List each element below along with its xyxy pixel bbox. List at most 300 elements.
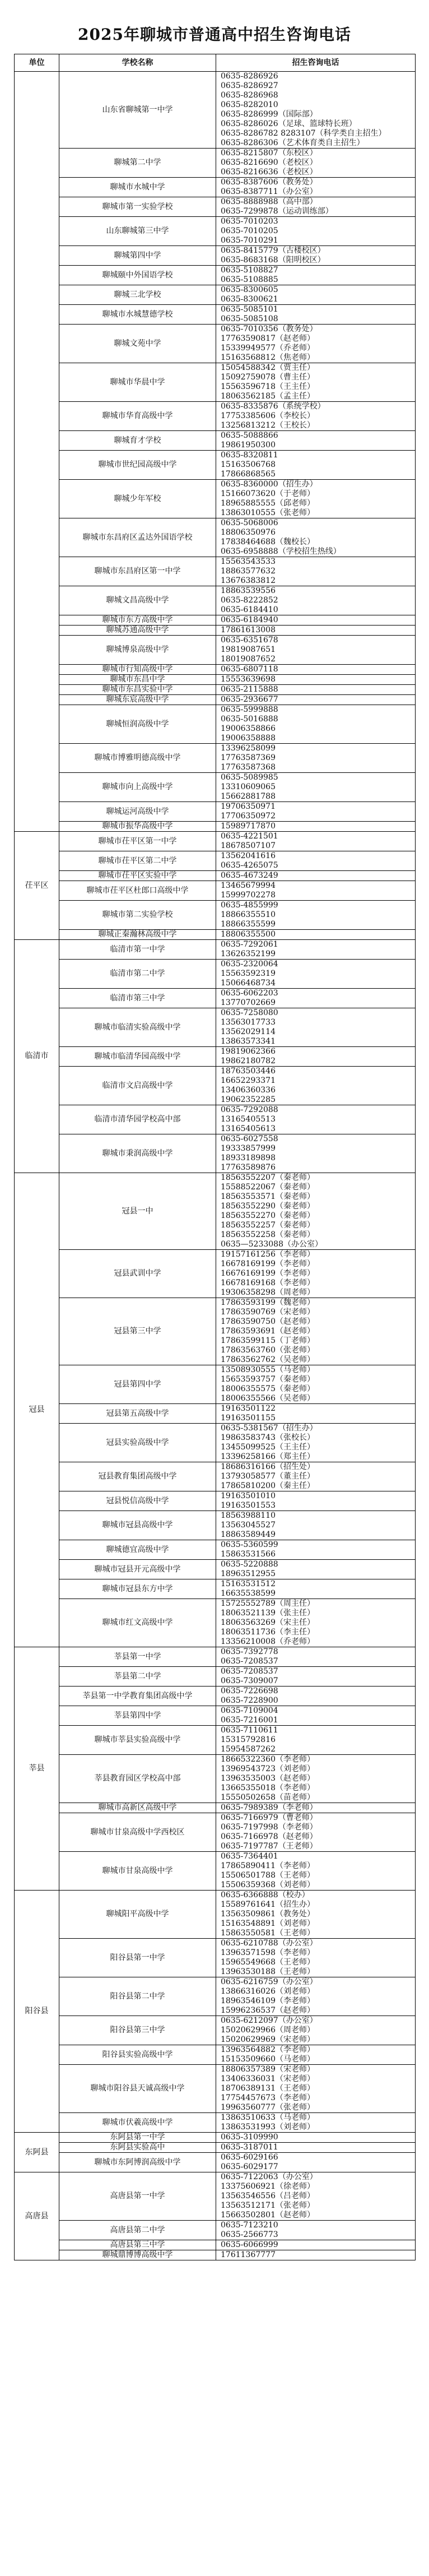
phone-number: 17861613008 [221, 626, 276, 634]
phone-cell [216, 960, 416, 989]
phone-number: 18563552257（秦老师） [221, 1221, 315, 1230]
table-row [15, 431, 416, 451]
school-name: 聊城正秦瀚林高级中学 [59, 930, 216, 940]
phone-number: 19163501010 [221, 1491, 276, 1500]
phone-number: 15954587262 [221, 1745, 276, 1754]
phone-number: 0635-7197787（王老师） [221, 1842, 318, 1851]
school-name: 聊城市博雅明德高级中学 [59, 744, 216, 773]
school-name: 莘县第四中学 [59, 1706, 216, 1726]
phone-number: 15163506768 [221, 460, 276, 469]
phone-number: 18863589449 [221, 1530, 276, 1539]
phone-number: 0635-6216759（办公室） [221, 1977, 318, 1986]
table-row [15, 1706, 416, 1726]
table-row [15, 1134, 416, 1173]
phone-number: 0635-6184940 [221, 615, 278, 624]
phone-number: 0635-5089985 [221, 773, 278, 782]
phone-cell [216, 480, 416, 518]
phone-number: 15153509660（马老师） [221, 2055, 315, 2064]
table-row [15, 1647, 416, 1667]
table-row [15, 1462, 416, 1491]
phone-cell [216, 930, 416, 940]
phone-number: 0635-7309007 [221, 1676, 278, 1685]
phone-cell [216, 901, 416, 930]
phone-number: 15663502801（赵老师） [221, 2211, 315, 2220]
table-row [15, 149, 416, 178]
phone-cell [216, 636, 416, 665]
phone-number: 13676383812 [221, 576, 276, 585]
phone-number: 13563017733 [221, 1018, 276, 1027]
phone-number: 18866355510 [221, 910, 276, 919]
school-name: 聊城鼎博博高级中学 [59, 2250, 216, 2260]
phone-number: 15020629969（宋老师） [221, 2035, 315, 2044]
phone-cell [216, 744, 416, 773]
phone-number: 0635-8286306（艺术体育类自主招生） [221, 138, 365, 147]
phone-number: 0635-8286926 [221, 72, 278, 81]
phone-number: 0635-6029177 [221, 2162, 278, 2171]
phone-number: 19163501155 [221, 1414, 276, 1423]
phone-cell [216, 1365, 416, 1404]
phone-number: 0635-6184410 [221, 605, 278, 614]
phone-number: 0635-8415779（古楼校区） [221, 246, 325, 255]
phone-number: 15166073620（于老师） [221, 489, 315, 498]
phone-cell [216, 1852, 416, 1891]
phone-number: 18563552270（秦老师） [221, 1211, 315, 1220]
phone-number: 18019087652 [221, 655, 276, 664]
phone-cell [216, 940, 416, 960]
phone-cell [216, 1755, 416, 1803]
phone-number: 0635-7010356（教务处） [221, 325, 318, 333]
phone-cell [216, 871, 416, 881]
table-row [15, 851, 416, 871]
phone-number: 0635-4265075 [221, 861, 278, 870]
phone-number: 0635-5085101 [221, 305, 278, 314]
phone-number: 15163568812（焦老师） [221, 353, 315, 362]
phone-number: 13793058577（董主任） [221, 1472, 315, 1481]
phone-cell [216, 402, 416, 431]
phone-cell [216, 851, 416, 871]
phone-number: 0635-6351678 [221, 636, 278, 645]
table-row [15, 930, 416, 940]
phone-number: 0635-2320064 [221, 960, 278, 969]
table-row [15, 2172, 416, 2221]
phone-number: 13562029114 [221, 1027, 276, 1036]
phone-number: 0635-8222852 [221, 596, 278, 605]
phone-number: 18063563269（宋主任） [221, 1618, 315, 1627]
phone-number: 17863563760（张老师） [221, 1346, 315, 1355]
school-name: 聊城文昌高级中学 [59, 586, 216, 615]
phone-number: 0635-5999888 [221, 705, 278, 714]
phone-cell [216, 266, 416, 285]
phone-number: 0635-8215807（东校区） [221, 149, 318, 157]
school-name: 聊城市甘泉高级中学 [59, 1852, 216, 1891]
table-row [15, 636, 416, 665]
header-school: 学校名称 [59, 54, 216, 72]
phone-number: 15965549668（王老师） [221, 1958, 315, 1967]
phone-number: 13465679994 [221, 881, 276, 890]
phone-cell [216, 325, 416, 363]
phone-number: 19863583743（张校长） [221, 1433, 315, 1442]
table-row [15, 285, 416, 305]
phone-cell [216, 1939, 416, 1977]
phone-number: 0635-8335876（系统学校） [221, 402, 325, 411]
school-name: 聊城市东阿博润高级中学 [59, 2153, 216, 2172]
phone-number: 0635-6958888（学校招生热线） [221, 547, 341, 556]
table-row [15, 1491, 416, 1511]
phone-number: 0635—5233088（办公室） [221, 1240, 323, 1249]
phone-number: 15066468734 [221, 979, 276, 988]
table-row [15, 1599, 416, 1647]
phone-cell [216, 2250, 416, 2260]
table-row [15, 1404, 416, 1424]
phone-number: 0635-5068006 [221, 518, 278, 527]
table-row [15, 451, 416, 480]
table-row [15, 675, 416, 685]
phone-cell [216, 246, 416, 266]
phone-cell [216, 1667, 416, 1687]
school-name: 聊城市第一实验学校 [59, 197, 216, 217]
phone-number: 13165405513 [221, 1115, 276, 1124]
phone-number: 17863590769（宋老师） [221, 1308, 315, 1317]
phone-number: 0635-7010291 [221, 236, 278, 245]
school-name: 聊城市红文高级中学 [59, 1599, 216, 1647]
phone-cell [216, 2153, 416, 2172]
area-cell: 阳谷县 [15, 1891, 59, 2133]
school-name: 山东聊城第三中学 [59, 217, 216, 246]
phone-number: 0635-8320811 [221, 451, 278, 460]
school-name: 东阿县第一中学 [59, 2133, 216, 2143]
phone-number: 13396258166（郑主任） [221, 1452, 315, 1461]
phone-number: 13562041616 [221, 851, 276, 860]
phone-number: 0635-8286968 [221, 91, 278, 100]
school-name: 莘县教育园区学校高中部 [59, 1755, 216, 1803]
phone-number: 0635-7208537 [221, 1667, 278, 1676]
phone-cell [216, 1540, 416, 1560]
phone-number: 0635-5108885 [221, 275, 278, 284]
phone-cell [216, 285, 416, 305]
phone-number: 0635-4673249 [221, 871, 278, 880]
phone-number: 15653593757（秦老师） [221, 1375, 315, 1384]
phone-cell [216, 1647, 416, 1667]
school-name: 聊城育才学校 [59, 431, 216, 451]
phone-cell [216, 1067, 416, 1105]
phone-number: 0635-4221501 [221, 832, 278, 841]
phone-cell [216, 2065, 416, 2113]
phone-number: 18806350976 [221, 528, 276, 537]
school-name: 聊城市冠县开元高级中学 [59, 1560, 216, 1579]
school-name: 阳谷县第三中学 [59, 2016, 216, 2045]
school-name: 聊城市第二实验学校 [59, 901, 216, 930]
school-name: 阳谷县第二中学 [59, 1977, 216, 2016]
phone-number: 17863590750（赵老师） [221, 1317, 315, 1326]
table-row [15, 1687, 416, 1706]
phone-number: 15553639698 [221, 675, 276, 684]
phone-cell [216, 1491, 416, 1511]
phone-cell [216, 197, 416, 217]
phone-cell [216, 989, 416, 1008]
phone-cell [216, 1008, 416, 1047]
phone-number: 13863010555（张老师） [221, 508, 315, 517]
phone-number: 18563553571（秦老师） [221, 1192, 315, 1201]
school-name: 冠县实验高级中学 [59, 1424, 216, 1462]
phone-number: 0635-5016888 [221, 715, 278, 724]
phone-number: 0635-8683168（阳明校区） [221, 256, 325, 265]
table-row [15, 626, 416, 636]
phone-number: 15863550581（王老师） [221, 1929, 315, 1938]
phone-cell [216, 1891, 416, 1939]
phone-cell [216, 586, 416, 615]
table-row [15, 402, 416, 431]
phone-cell [216, 675, 416, 685]
phone-number: 18965885555（邱老师） [221, 499, 315, 508]
phone-number: 13508930555（马老师） [221, 1365, 315, 1374]
phone-number: 0635-6210788（办公室） [221, 1939, 318, 1948]
table-row [15, 1173, 416, 1250]
phone-number: 15506501788（王老师） [221, 1871, 315, 1880]
table-row [15, 325, 416, 363]
phone-number: 19819087651 [221, 645, 276, 654]
phone-number: 0635-8286782 8283107（科学类自主招生） [221, 129, 386, 138]
school-name: 聊城市高新区高级中学 [59, 1803, 216, 1813]
school-name: 聊城市华育高级中学 [59, 402, 216, 431]
phone-number: 17863562762（吴老师） [221, 1355, 315, 1364]
phone-cell [216, 822, 416, 832]
table-row [15, 246, 416, 266]
table-row [15, 1298, 416, 1365]
table-row [15, 1365, 416, 1404]
phone-number: 0635-6366888（校办） [221, 1891, 310, 1899]
table-row [15, 1047, 416, 1067]
school-name: 聊城市东方高级中学 [59, 615, 216, 626]
phone-number: 15589761641（招生办） [221, 1900, 315, 1909]
phone-number: 18806357389（宋老师） [221, 2065, 315, 2074]
table-row [15, 2045, 416, 2065]
area-cell: 莘县 [15, 1647, 59, 1891]
phone-number: 0635-7110611 [221, 1726, 278, 1735]
phone-number: 19862180782 [221, 1057, 276, 1065]
phone-number: 18563552258（秦老师） [221, 1230, 315, 1239]
table-row [15, 901, 416, 930]
phone-cell [216, 695, 416, 705]
header-area: 单位 [15, 54, 59, 72]
school-name: 聊城第四中学 [59, 246, 216, 266]
phone-cell [216, 1599, 416, 1647]
school-name: 山东省聊城第一中学 [59, 72, 216, 149]
phone-cell [216, 832, 416, 851]
phone-number: 0635-8216690（老校区） [221, 158, 318, 167]
phone-number: 13455099525（王主任） [221, 1443, 315, 1452]
table-row [15, 1813, 416, 1852]
phone-number: 13863573341 [221, 1037, 276, 1046]
phone-cell [216, 2113, 416, 2133]
phone-number: 18563552207（秦老师） [221, 1173, 315, 1182]
table-row [15, 802, 416, 822]
table-row [15, 72, 416, 149]
phone-number: 0635-5220888 [221, 1560, 278, 1569]
phone-cell [216, 149, 416, 178]
consultation-table [14, 54, 416, 2260]
phone-number: 15725552789（周主任） [221, 1599, 315, 1608]
school-name: 莘县第一中学 [59, 1647, 216, 1667]
phone-cell [216, 1250, 416, 1298]
phone-number: 0635-5085108 [221, 314, 278, 323]
phone-number: 0635-8300605 [221, 285, 278, 294]
phone-cell [216, 881, 416, 901]
phone-cell [216, 1726, 416, 1755]
phone-number: 0635-8360000（招生办） [221, 480, 318, 489]
phone-number: 19706350971 [221, 802, 276, 811]
phone-number: 0635-7197998（李老师） [221, 1823, 318, 1832]
table-row [15, 1667, 416, 1687]
table-row [15, 586, 416, 615]
phone-number: 0635-7166979（曹老师） [221, 1813, 318, 1822]
school-name: 聊城市茌平区第二中学 [59, 851, 216, 871]
area-cell: 高唐县 [15, 2172, 59, 2260]
phone-number: 18863539556 [221, 586, 276, 595]
phone-number: 15563596718（王主任） [221, 382, 315, 391]
phone-number: 13963564882（李老师） [221, 2045, 315, 2054]
table-row [15, 2153, 416, 2172]
phone-number: 19333857999 [221, 1144, 276, 1153]
phone-number: 0635-7364401 [221, 1852, 278, 1861]
phone-number: 0635-8286999（国际部） [221, 110, 318, 119]
phone-number: 0635-6029166 [221, 2153, 278, 2162]
phone-number: 18706389131（王老师） [221, 2084, 315, 2093]
school-name: 聊城市水城中学 [59, 178, 216, 197]
school-name: 聊城市茌平区实验中学 [59, 871, 216, 881]
table-row [15, 217, 416, 246]
school-name: 临清市第一中学 [59, 940, 216, 960]
phone-number: 13770702669 [221, 998, 276, 1007]
school-name: 聊城市东昌实验中学 [59, 685, 216, 695]
table-row [15, 615, 416, 626]
phone-number: 18563988110 [221, 1511, 276, 1520]
phone-number: 18686316166（招生处） [221, 1462, 315, 1471]
table-row [15, 1250, 416, 1298]
phone-number: 15092759078（曹主任） [221, 373, 315, 382]
table-row [15, 822, 416, 832]
area-cell [15, 72, 59, 832]
phone-number: 0635-2115888 [221, 685, 278, 694]
phone-number: 17763587369 [221, 753, 276, 762]
phone-number: 18006355566（吴老师） [221, 1394, 315, 1403]
phone-number: 13866316026（刘老师） [221, 1987, 315, 1996]
phone-cell [216, 1813, 416, 1852]
phone-number: 15163548891（刘老师） [221, 1919, 315, 1928]
phone-number: 0635-5381567（招生办） [221, 1424, 318, 1433]
phone-number: 0635-7258080 [221, 1008, 278, 1017]
phone-number: 0635-7109004 [221, 1706, 278, 1715]
table-row [15, 2250, 416, 2260]
header-phone: 招生咨询电话 [216, 54, 416, 72]
table-row [15, 480, 416, 518]
school-name: 聊城市行知高级中学 [59, 665, 216, 675]
phone-number: 0635-7228900 [221, 1696, 278, 1705]
phone-cell [216, 1298, 416, 1365]
table-body [15, 72, 416, 2260]
phone-number: 0635-8282010 [221, 100, 278, 109]
phone-cell [216, 1105, 416, 1134]
school-name: 聊城恒润高级中学 [59, 705, 216, 744]
phone-number: 19157161256（李老师） [221, 1250, 315, 1259]
table-row [15, 1579, 416, 1599]
phone-number: 13256813212（王校长） [221, 421, 315, 430]
table-row [15, 2065, 416, 2113]
school-name: 高唐县第二中学 [59, 2221, 216, 2240]
phone-number: 18006355575（秦老师） [221, 1384, 315, 1393]
phone-number: 0635-7392778 [221, 1647, 278, 1656]
phone-number: 19861950300 [221, 441, 276, 450]
phone-cell [216, 2133, 416, 2143]
school-name: 聊城第二中学 [59, 149, 216, 178]
page-title: 2025年聊城市普通高中招生咨询电话 [78, 25, 351, 44]
phone-number: 0635-8286026（足球、篮球特长班） [221, 119, 357, 128]
phone-number: 0635-7989389（李老师） [221, 1803, 318, 1812]
table-row [15, 2133, 416, 2143]
table-row [15, 305, 416, 325]
phone-number: 17863593691（赵老师） [221, 1327, 315, 1336]
school-name: 聊城阳平高级中学 [59, 1891, 216, 1939]
phone-cell [216, 2240, 416, 2250]
table-row [15, 881, 416, 901]
phone-number: 0635-7010205 [221, 226, 278, 235]
phone-number: 0635-4855999 [221, 901, 278, 910]
table-row [15, 1424, 416, 1462]
table-row [15, 940, 416, 960]
school-name: 聊城东宸高级中学 [59, 695, 216, 705]
school-name: 聊城市秉润高级中学 [59, 1134, 216, 1173]
phone-number: 13863510633（马老师） [221, 2113, 315, 2122]
school-name: 临清市第三中学 [59, 989, 216, 1008]
table-row [15, 1067, 416, 1105]
phone-number: 18806355500 [221, 930, 276, 939]
school-name: 临清市清华园学校高中部 [59, 1105, 216, 1134]
phone-number: 0635-6212097（办公室） [221, 2016, 318, 2025]
phone-number: 0635-5088866 [221, 431, 278, 440]
phone-number: 17706350972 [221, 812, 276, 821]
phone-number: 18563552290（秦老师） [221, 1202, 315, 1211]
school-name: 聊城少年军校 [59, 480, 216, 518]
school-name: 阳谷县第一中学 [59, 1939, 216, 1977]
school-name: 阳谷县实验高级中学 [59, 2045, 216, 2065]
phone-number: 16678169199（李老师） [221, 1259, 315, 1268]
phone-number: 16676169199（李老师） [221, 1269, 315, 1278]
school-name: 聊城市伏羲高级中学 [59, 2113, 216, 2133]
phone-number: 13310609065 [221, 782, 276, 791]
phone-number: 16635538599 [221, 1589, 276, 1598]
school-name: 高唐县第三中学 [59, 2240, 216, 2250]
phone-number: 18763503446 [221, 1067, 276, 1076]
phone-number: 17865890411（李老师） [221, 1861, 315, 1870]
table-row [15, 960, 416, 989]
phone-cell [216, 1134, 416, 1173]
phone-number: 15588522067（秦老师） [221, 1183, 315, 1192]
phone-number: 15999702278 [221, 891, 276, 900]
school-name: 冠县第四中学 [59, 1365, 216, 1404]
phone-cell [216, 665, 416, 675]
phone-number: 19163501122 [221, 1404, 276, 1413]
school-name: 聊城博泉高级中学 [59, 636, 216, 665]
phone-number: 13406336031（宋老师） [221, 2074, 315, 2083]
table-row [15, 744, 416, 773]
phone-number: 13963535003（赵老师） [221, 1774, 315, 1783]
school-name: 冠县第三中学 [59, 1298, 216, 1365]
table-row [15, 1540, 416, 1560]
phone-number: 0635-7166978（赵老师） [221, 1832, 318, 1841]
table-row [15, 197, 416, 217]
phone-cell [216, 1579, 416, 1599]
phone-cell [216, 802, 416, 822]
table-row [15, 685, 416, 695]
